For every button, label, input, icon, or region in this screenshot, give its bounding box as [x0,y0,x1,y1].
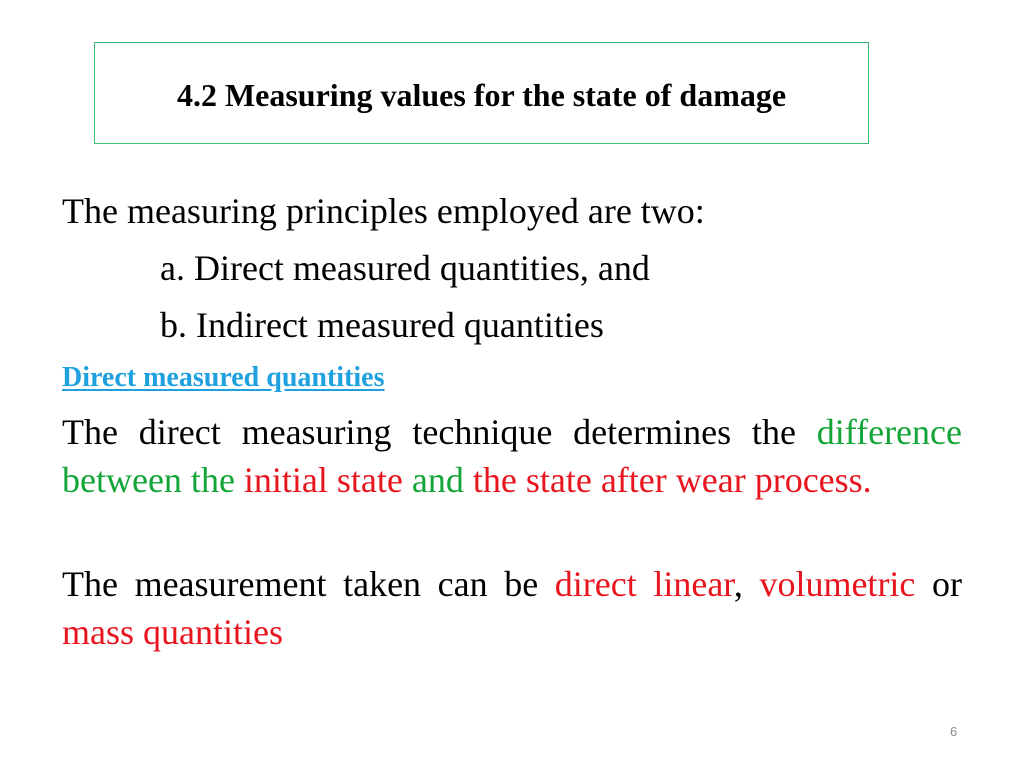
paragraph-measurement [62,560,962,656]
title-box [94,42,869,144]
paragraph2-part3: , [733,564,760,604]
subheading-link[interactable]: Direct measured quantities [62,362,385,393]
paragraph1-part5: the state after wear process. [472,460,872,500]
page-number: 6 [950,724,958,739]
paragraph1-part1: The direct measuring technique determines the [62,412,817,452]
slide-title: 4.2 Measuring values for the state of damage [176,76,787,113]
paragraph1-part3: initial state [243,460,412,500]
paragraph2-part4: volumetric [759,564,916,604]
paragraph2-part1: The measurement taken can be [62,564,555,604]
paragraph1-part2: difference between the [62,412,962,500]
intro-text: The measuring principles employed are two: [62,191,705,231]
list-item-b: b. Indirect measured quantities [160,305,604,345]
paragraph2-part6: mass quantities [62,612,283,652]
paragraph2-part2: direct linear [554,564,734,604]
paragraph1-part4: and [411,460,473,500]
paragraph2-part5: or [915,564,962,604]
paragraph-direct-technique [62,408,962,504]
list-item-a: a. Direct measured quantities, and [160,248,650,288]
